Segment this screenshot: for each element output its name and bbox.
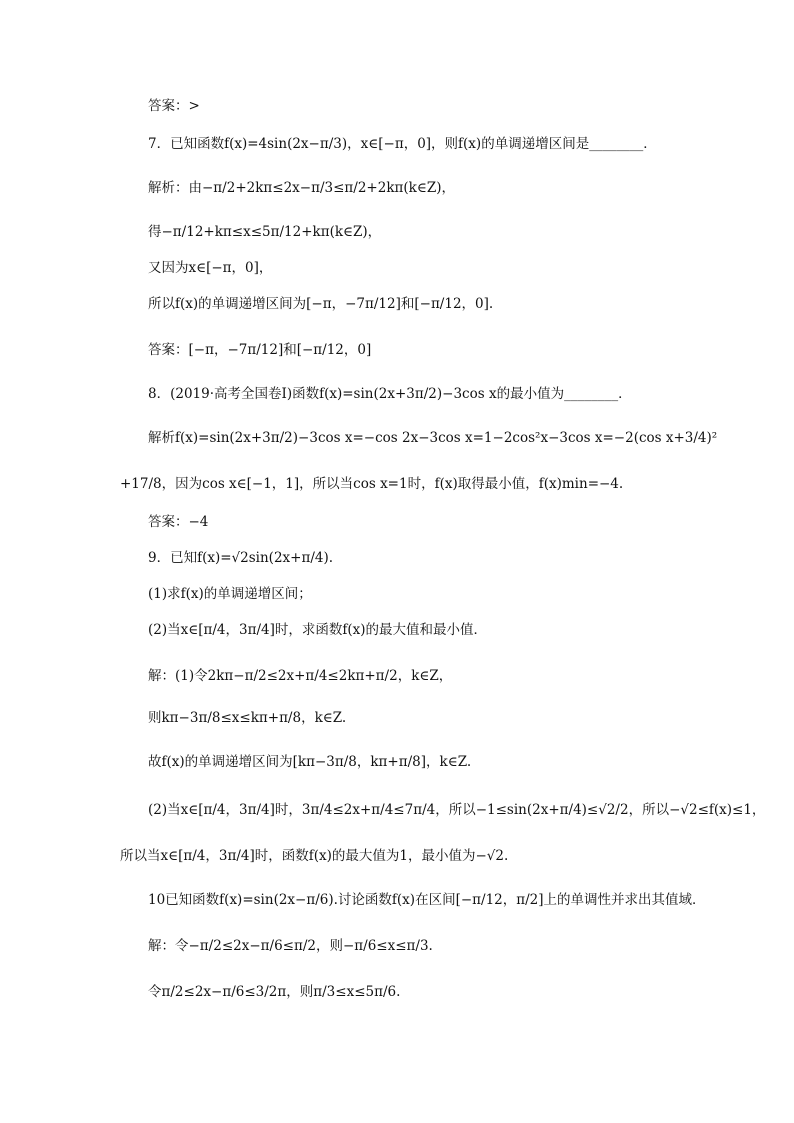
solution-9-part2-line2: 所以当x∈[π/4，3π/4]时，函数f(x)的最大值为1，最小值为−√2. <box>120 848 509 864</box>
analysis-7-conclusion: 所以f(x)的单调递增区间为[−π，−7π/12]和[−π/12，0]. <box>148 296 494 312</box>
solution-10-step2: 令π/2≤2x−π/6≤3/2π，则π/3≤x≤5π/6. <box>148 984 401 1000</box>
analysis-8-line1: 解析f(x)=sin(2x+3π/2)−3cos x=−cos 2x−3cos x=1−2cos²x−3cos x=−2(cos x+3/4)² <box>148 430 718 446</box>
problem-9: 9．已知f(x)=√2sin(2x+π/4). <box>148 550 334 566</box>
answer-6: 答案：> <box>148 98 200 114</box>
analysis-7-step2: 得−π/12+kπ≤x≤5π/12+kπ(k∈Z)， <box>148 224 382 240</box>
analysis-7-step1: 解析：由−π/2+2kπ≤2x−π/3≤π/2+2kπ(k∈Z)， <box>148 180 455 196</box>
problem-9-part2: (2)当x∈[π/4，3π/4]时，求函数f(x)的最大值和最小值． <box>148 622 488 638</box>
solution-9-step2: 则kπ−3π/8≤x≤kπ+π/8，k∈Z. <box>148 710 347 726</box>
problem-8: 8．(2019·高考全国卷Ⅰ)函数f(x)=sin(2x+3π/2)−3cos x的最小值为________． <box>148 386 632 402</box>
problem-10: 10已知函数f(x)=sin(2x−π/6).讨论函数f(x)在区间[−π/12，π/2]上的单调性并求出其值域． <box>148 892 706 908</box>
analysis-8-line2: +17/8，因为cos x∈[−1，1]，所以当cos x=1时，f(x)取得最小值，f(x)min=−4. <box>120 476 624 492</box>
problem-7: 7．已知函数f(x)=4sin(2x−π/3)，x∈[−π，0]，则f(x)的单调递增区间是________． <box>148 136 657 152</box>
answer-8: 答案：−4 <box>148 514 209 530</box>
answer-7: 答案：[−π，−7π/12]和[−π/12，0] <box>148 342 372 358</box>
analysis-7-step3: 又因为x∈[−π，0]， <box>148 260 273 276</box>
solution-10-step1: 解：令−π/2≤2x−π/6≤π/2，则−π/6≤x≤π/3. <box>148 938 433 954</box>
solution-9-part2-line1: (2)当x∈[π/4，3π/4]时，3π/4≤2x+π/4≤7π/4，所以−1≤sin(2x+π/4)≤√2/2，所以−√2≤f(x)≤1， <box>148 802 766 818</box>
solution-9-step1: 解：(1)令2kπ−π/2≤2x+π/4≤2kπ+π/2，k∈Z， <box>148 668 453 684</box>
solution-9-step3: 故f(x)的单调递增区间为[kπ−3π/8，kπ+π/8]，k∈Z. <box>148 754 472 770</box>
problem-9-part1: (1)求f(x)的单调递增区间； <box>148 586 312 602</box>
